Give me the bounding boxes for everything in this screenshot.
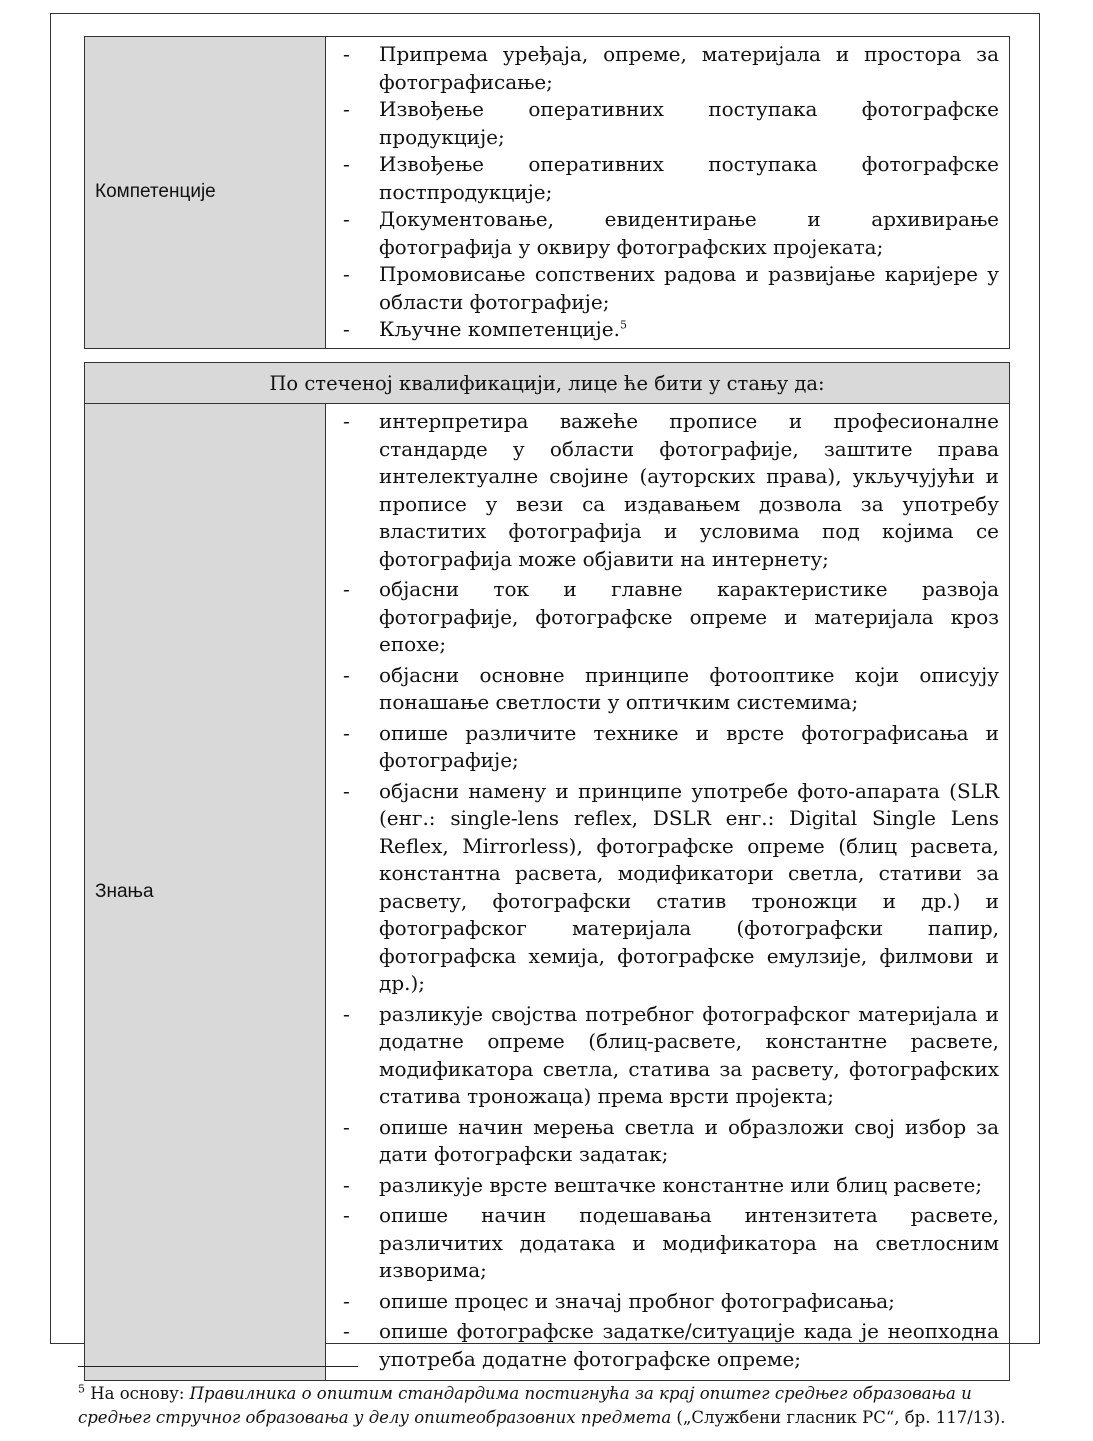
list-item-text: Припрема уређаја, опреме, материјала и простора за фотографисање; [379,42,999,94]
list-item [326,1288,999,1316]
dash-bullet: - [343,317,350,341]
competencies-label: Компетенције [85,37,326,349]
footnote [78,1382,1038,1430]
list-item [326,1202,999,1285]
outcomes-header: По стеченој квалификацији, лице ће бити у стању да: [85,363,1010,404]
list-item-text: опише различите технике и врсте фотографисања и фотографије; [379,720,1000,772]
outcomes-table [84,362,1010,1381]
dash-bullet: - [343,1001,350,1026]
list-item [326,778,999,998]
competencies-table [84,36,1010,349]
competencies-list [326,41,999,344]
list-item-text: интерпретира важеће прописе и професионалне стандарде у области фотографије, заштите права интелектуалне својине (ауторских права), укључујући и прописе у вези са издавањем дозвола за употребу властитих фотографија и условима под којима се фотографија може објавити на интернету; [379,409,1000,571]
dash-bullet: - [343,1319,350,1343]
dash-bullet: - [343,262,350,286]
footnote-ref: 5 [619,318,627,332]
list-item-text: Извођење оперативних поступака фотографске продукције; [379,97,999,149]
list-item-text: Кључне компетенције. [379,317,620,341]
dash-bullet: - [343,1114,350,1139]
footnote-separator [78,1366,358,1367]
list-item [326,720,999,775]
knowledge-label: Знања [85,404,326,1381]
dash-bullet: - [343,720,350,745]
list-item-text: опише начин подешавања интензитета расвете, различитих додатака и модификатора на светлосним изворима; [379,1203,1000,1282]
list-item-text: објасни намену и принципе употребе фото-апарата (SLR (енг.: single-lens reflex, DSLR енг.: Digital Single Lens Reflex, Mirrorless), фотографске опреме (блиц расвета, константна расвета, модификатори светла, стативи за расвету, фотографски статив троножци и др.) и фотографског материјала (фотографски папир, фотографска хемија, фотографске емулзије, филмови и др.); [379,778,1000,995]
dash-bullet: - [343,662,350,687]
list-item-text: Документовање, евидентирање и архивирање фотографија у оквиру фотографских пројеката; [379,207,999,259]
dash-bullet: - [343,207,350,231]
list-item-text: опише начин мерења светла и образложи свој избор за дати фотографски задатак; [379,1114,1000,1166]
list-item [326,662,999,717]
footnote-suffix: („Службени гласник РС“, бр. 117/13). [671,1408,1006,1427]
list-item [326,408,999,573]
list-item-text: опише процес и значај пробног фотографисања; [379,1288,895,1313]
dash-bullet: - [343,152,350,176]
list-item [326,206,999,261]
list-item [326,96,999,151]
dash-bullet: - [343,97,350,121]
list-item-text: објасни основне принципе фотооптике који описују понашање светлости у оптичким системима; [379,662,1000,714]
list-item [326,1114,999,1169]
dash-bullet: - [343,1203,350,1227]
list-item-text: Промовисање сопствених радова и развијање каријере у области фотографије; [379,262,999,314]
list-item [326,1172,999,1200]
dash-bullet: - [343,42,350,66]
list-item [326,261,999,316]
footnote-prefix: На основу: [85,1384,190,1403]
list-item [326,1318,999,1373]
list-item [326,151,999,206]
list-item-text: опише фотографске задатке/ситуације када је неопходна употреба додатне фотографске опреме; [379,1319,1000,1371]
list-item-text: разликује својства потребног фотографског материјала и додатне опреме (блиц-расвете, константне расвете, модификатора светла, статива за расвету, фотографских статива троножаца) према врсти пројекта; [379,1001,1000,1108]
dash-bullet: - [343,1288,350,1313]
footnote-number: 5 [78,1382,85,1396]
list-item-text: Извођење оперативних поступака фотографске постпродукције; [379,152,999,204]
dash-bullet: - [343,577,350,601]
footnote-title: Правилника о општим стандардима постигнућа за крај општег средњег образовања и средњег стручног образовања у делу општеобразовних предмета [78,1384,972,1427]
dash-bullet: - [343,409,350,433]
list-item-text: објасни ток и главне карактеристике развоја фотографије, фотографске опреме и материјала кроз епохе; [379,577,1000,656]
dash-bullet: - [343,778,350,803]
knowledge-list [326,408,999,1373]
list-item [326,41,999,96]
list-item [326,316,999,344]
list-item-text: разликује врсте вештачке константне или блиц расвете; [379,1172,983,1197]
dash-bullet: - [343,1172,350,1197]
list-item [326,1001,999,1111]
list-item [326,576,999,659]
